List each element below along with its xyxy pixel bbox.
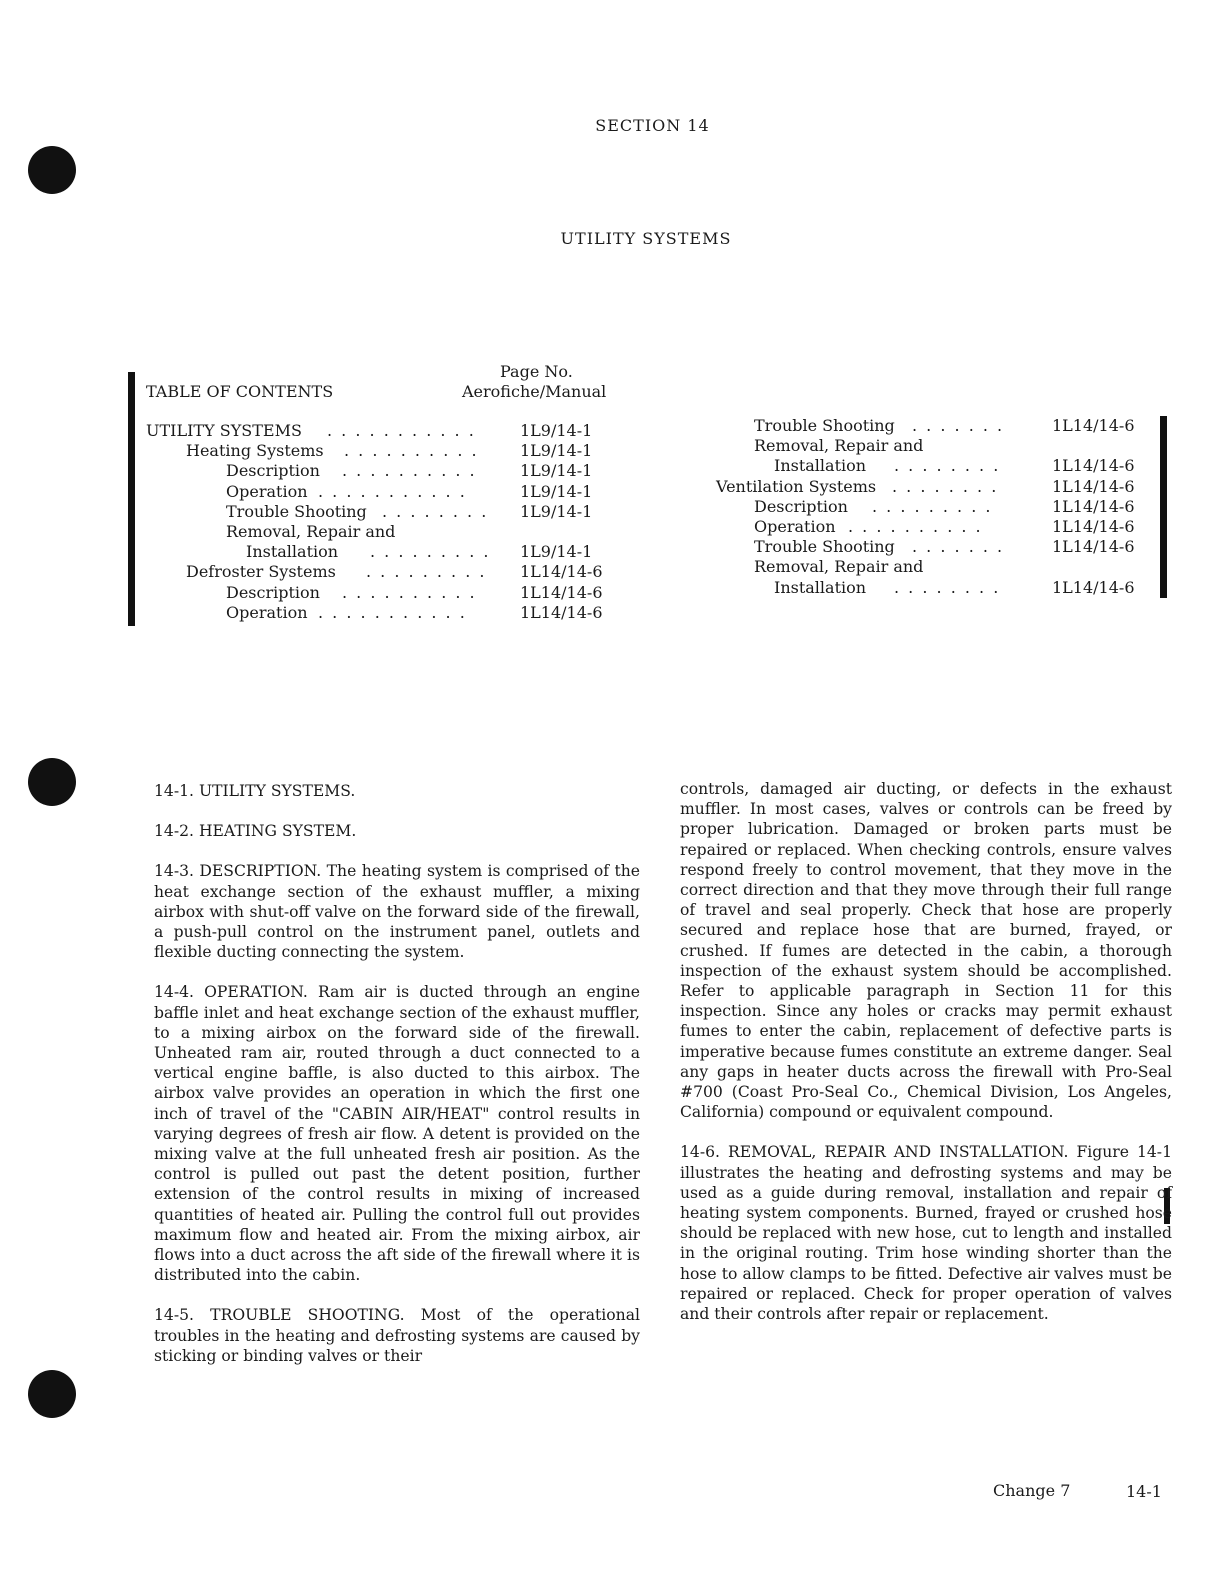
toc-leader: . . . . . . . . . . (342, 582, 477, 602)
toc-leader: . . . . . . . . (894, 577, 1001, 597)
page-title: UTILITY SYSTEMS (560, 229, 732, 248)
toc-entry-page: 1L14/14-6 (1052, 516, 1135, 536)
paragraph-14-2: 14-2. HEATING SYSTEM. (154, 822, 357, 841)
section-number: SECTION 14 (595, 116, 710, 135)
change-number: Change 7 (993, 1481, 1071, 1500)
toc-entry[interactable] (0, 603, 620, 623)
toc-entry[interactable] (0, 416, 1150, 436)
change-bar-toc-right (1160, 416, 1167, 598)
toc-entry-label: Installation (774, 456, 867, 476)
toc-entry-label: Heating Systems (186, 441, 324, 461)
toc-entry-page: 1L9/14-1 (520, 461, 593, 481)
toc-leader: . . . . . . . . . . (344, 441, 479, 461)
toc-right-column (0, 416, 1150, 598)
binder-hole-top (28, 146, 76, 194)
body-left-column (154, 781, 640, 1386)
toc-leader: . . . . . . . . . (370, 542, 491, 562)
toc-entry-label: Trouble Shooting (754, 537, 895, 557)
body-right-column (680, 779, 1172, 1344)
toc-entry-label: Installation (774, 577, 867, 597)
toc-entry-label: Ventilation Systems (716, 476, 877, 496)
toc-leader: . . . . . . . (912, 416, 1005, 435)
binder-hole-middle (28, 758, 76, 806)
page-number: 14-1 (1126, 1482, 1162, 1501)
toc-entry-label: Installation (246, 542, 339, 562)
toc-leader: . . . . . . . . . (872, 496, 993, 516)
toc-leader: . . . . . . . . . . (342, 461, 477, 481)
toc-leader: . . . . . . . . (892, 476, 999, 496)
paragraph-14-1: 14-1. UTILITY SYSTEMS. (154, 782, 356, 800)
toc-entry-page: 1L9/14-1 (520, 542, 593, 562)
toc-entry-label: Trouble Shooting (754, 416, 895, 435)
toc-leader: . . . . . . . . . . . (318, 602, 467, 622)
toc-entry[interactable] (0, 517, 1150, 537)
toc-leader: . . . . . . . . (382, 501, 489, 521)
toc-leader: . . . . . . . . . . (848, 516, 983, 536)
toc-entry-label: Description (226, 582, 320, 602)
toc-entry-label: Description (226, 461, 320, 481)
paragraph-14-4: 14-4. OPERATION. Ram air is ducted through an engine baffle inlet and heat exchange section of the exhaust muffler, to a mixing airbox on the forward side of the firewall. Unheated ram air, routed through a duct connected to a vertical engine baffle, is also ducted to this airbox. The airbox valve provides an operation in which the first one inch of travel of the "CABIN AIR/HEAT" control results in varying degrees of fresh air flow. A detent is provided on the mixing valve at the full unheated fresh air position. As the control is pulled out past the detent position, further extension of the control results in mixing of increased quantities of heated air. Pulling the control full out provides maximum flow and heated air. From the mixing airbox, air flows into a duct across the aft side of the firewall where it is distributed into the cabin. (154, 983, 640, 1285)
paragraph-14-6: 14-6. REMOVAL, REPAIR AND INSTALLATION. Figure 14-1 illustrates the heating and defrosting systems and may be used as a guide during removal, installation and repair of heating system components. Burned, frayed or crushed hose should be replaced with new hose, cut to length and installed in the original routing. Trim hose winding shorter than the hose to allow clamps to be fitted. Defective air valves must be repaired or replaced. Check for proper operation of valves and their controls after repair or replacement. (680, 1143, 1172, 1324)
toc-entry-label: Trouble Shooting (226, 501, 367, 521)
toc-entry-page: 1L14/14-6 (1052, 537, 1135, 557)
toc-leader: . . . . . . . . . (366, 562, 487, 582)
toc-entry-label: Removal, Repair and (754, 436, 924, 456)
paragraph-14-3: 14-3. DESCRIPTION. The heating system is comprised of the heat exchange section of the exhaust muffler, a mixing airbox with shut-off valve on the forward side of the firewall, a push-pull control on the instrument panel, outlets and flexible ducting connecting the system. (154, 862, 640, 962)
toc-entry-page: 1L14/14-6 (1052, 456, 1135, 476)
toc-entry[interactable] (0, 477, 1150, 497)
toc-entry-page: 1L14/14-6 (1052, 416, 1135, 435)
toc-entry[interactable] (0, 436, 1150, 456)
toc-entry-label: Defroster Systems (186, 562, 336, 582)
toc-entry-page: 1L9/14-1 (520, 501, 593, 521)
toc-entry-page: 1L9/14-1 (520, 441, 593, 461)
toc-leader: . . . . . . . . . . . (318, 481, 467, 501)
toc-entry[interactable] (0, 557, 1150, 577)
toc-entry-page: 1L9/14-1 (520, 481, 593, 501)
toc-entry-page: 1L14/14-6 (520, 562, 603, 582)
toc-entry[interactable] (0, 578, 1150, 598)
toc-entry-label: Operation (226, 481, 308, 501)
toc-heading: TABLE OF CONTENTS (146, 382, 334, 401)
toc-entry-page: 1L14/14-6 (520, 602, 603, 622)
toc-leader: . . . . . . . (912, 537, 1005, 557)
toc-entry-label: Removal, Repair and (754, 557, 924, 577)
toc-entry-label: UTILITY SYSTEMS (146, 421, 302, 440)
toc-leader: . . . . . . . . (894, 456, 1001, 476)
toc-entry-label: Operation (226, 602, 308, 622)
toc-leader: . . . . . . . . . . . (327, 421, 476, 440)
toc-entry[interactable] (0, 456, 1150, 476)
binder-hole-bottom (28, 1370, 76, 1418)
toc-entry-page: 1L14/14-6 (1052, 476, 1135, 496)
toc-entry[interactable] (0, 537, 1150, 557)
toc-page-no-sublabel: Aerofiche/Manual (462, 382, 607, 401)
toc-page-no-label: Page No. (500, 362, 573, 381)
toc-entry-label: Operation (754, 516, 836, 536)
toc-entry-page: 1L14/14-6 (1052, 496, 1135, 516)
paragraph-14-5-continued: controls, damaged air ducting, or defects in the exhaust muffler. In most cases, valves or controls can be freed by proper lubrication. Damaged or broken parts must be repaired or replaced. When checking controls, ensure valves respond freely to control movement, that they move in the correct direction and that they move through their full range of travel and seal properly. Check that hose are properly secured and replace hose that are burned, frayed, or crushed. If fumes are detected in the cabin, a thorough inspection of the exhaust system should be accomplished. Refer to applicable paragraph in Section 11 for this inspection. Since any holes or cracks may permit exhaust fumes to enter the cabin, replacement of defective parts is imperative because fumes constitute an extreme danger. Seal any gaps in heater ducts across the firewall with Pro-Seal #700 (Coast Pro-Seal Co., Chemical Division, Los Angeles, California) compound or equivalent compound. (680, 780, 1172, 1122)
paragraph-14-5: 14-5. TROUBLE SHOOTING. Most of the operational troubles in the heating and defrosting systems are caused by sticking or binding valves or their (154, 1306, 640, 1365)
toc-entry-label: Description (754, 496, 848, 516)
toc-entry[interactable] (0, 497, 1150, 517)
toc-entry-page: 1L9/14-1 (520, 421, 593, 440)
toc-entry-label: Removal, Repair and (226, 521, 396, 541)
toc-entry-page: 1L14/14-6 (1052, 577, 1135, 597)
toc-entry-page: 1L14/14-6 (520, 582, 603, 602)
